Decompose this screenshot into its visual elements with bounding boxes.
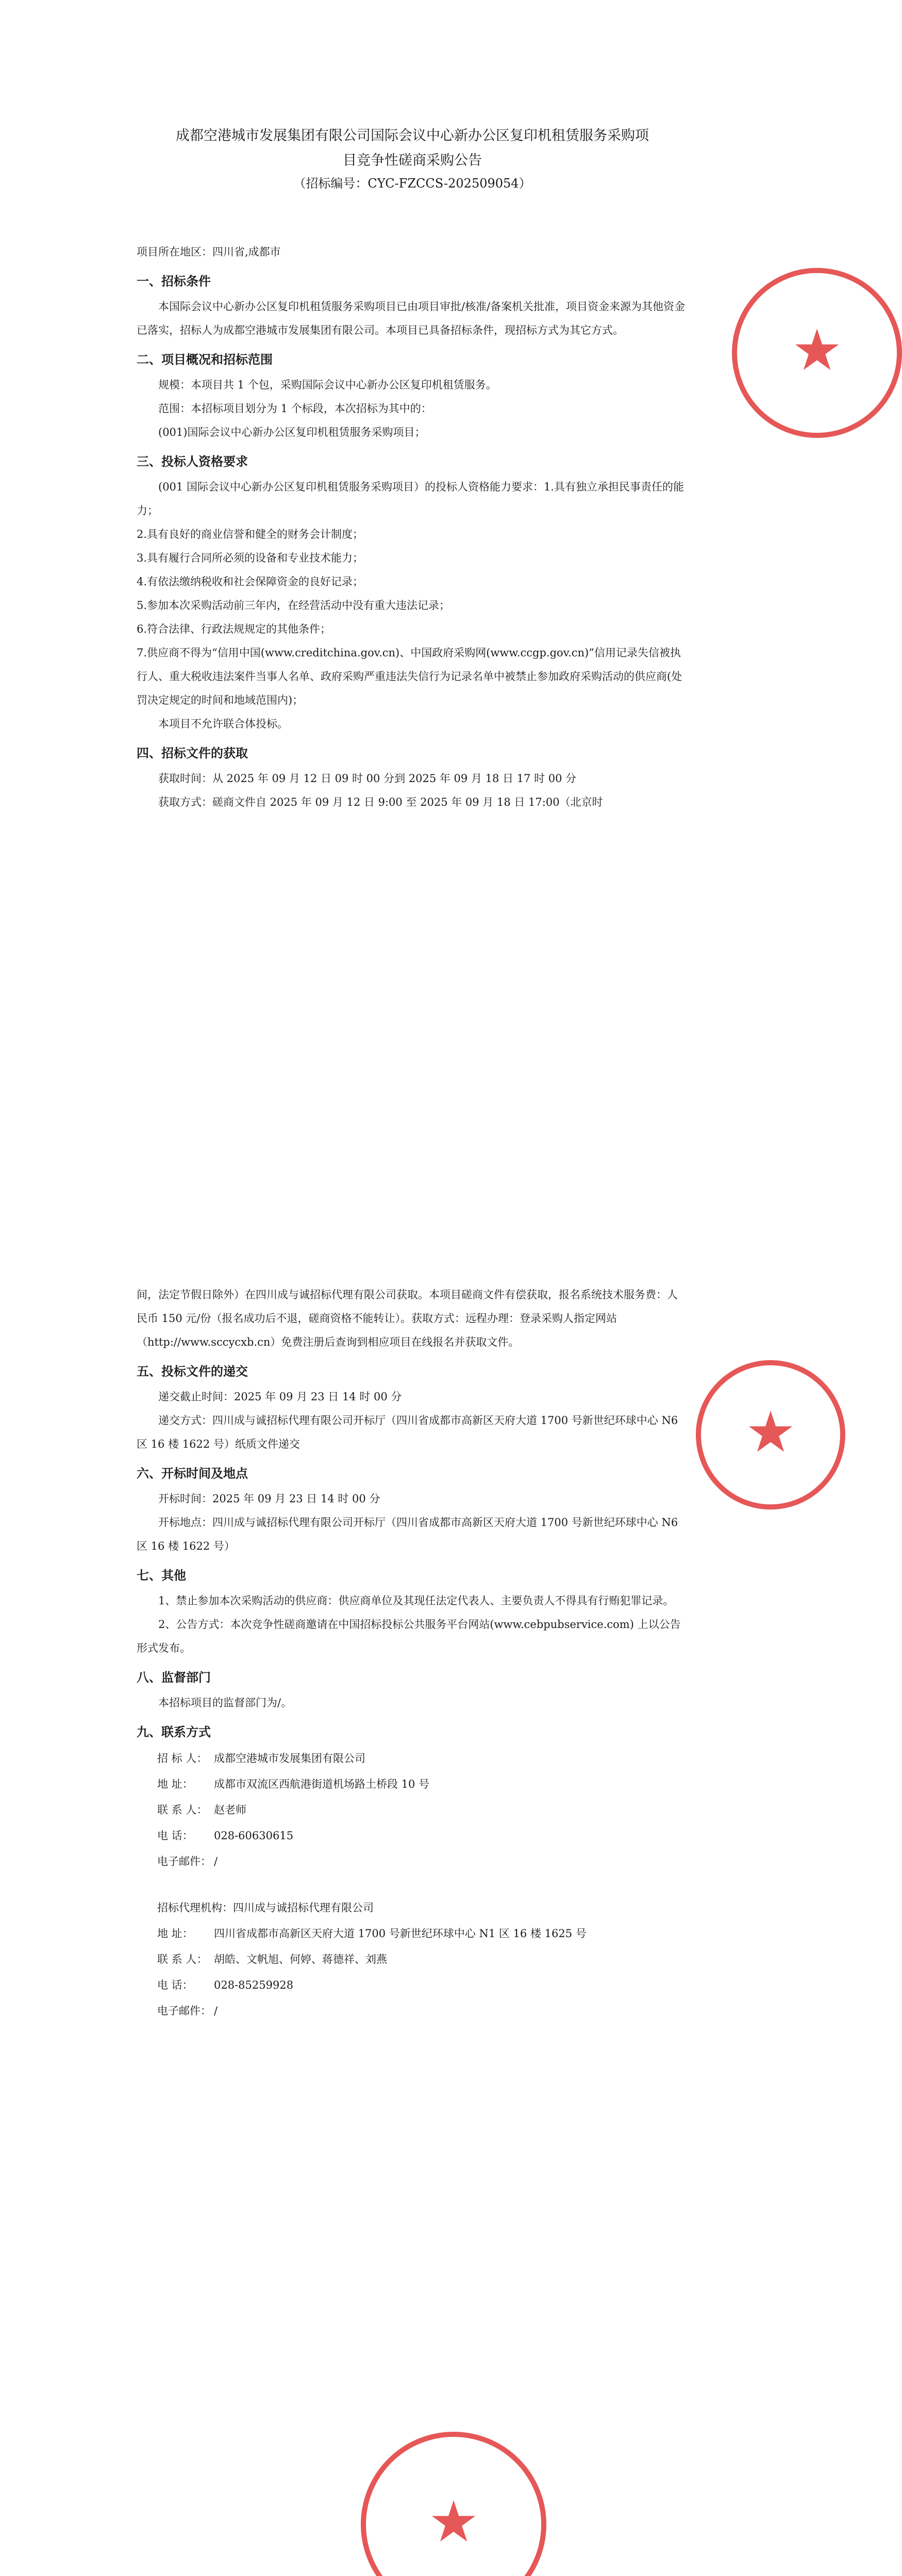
tenderer-name-row bbox=[157, 1745, 688, 1771]
agency-label: 招标代理机构： bbox=[157, 1902, 233, 1914]
tenderer-name: 成都空港城市发展集团有限公司 bbox=[214, 1752, 365, 1765]
section-heading-9: 九、联系方式 bbox=[137, 1724, 211, 1739]
section-heading-3: 三、投标人资格要求 bbox=[137, 454, 248, 469]
open-place: 开标地点：四川成与诚招标代理有限公司开标厅（四川省成都市高新区天府大道 1700 号新世纪环球中心 N6 区 16 楼 1622 号） bbox=[137, 1516, 678, 1552]
section-heading-5: 五、投标文件的递交 bbox=[137, 1364, 248, 1379]
agency-tel: 028-85259928 bbox=[214, 1979, 294, 1991]
tenderer-email-label: 电子邮件： bbox=[157, 1855, 211, 1868]
section-heading-7: 七、其他 bbox=[137, 1568, 186, 1583]
agency-email-label: 电子邮件： bbox=[157, 2005, 211, 2017]
consortium-note: 本项目不允许联合体投标。 bbox=[158, 718, 288, 730]
tenderer-tel-label: 电 话： bbox=[157, 1829, 193, 1842]
open-time: 开标时间：2025 年 09 月 23 日 14 时 00 分 bbox=[158, 1493, 380, 1505]
project-scope: 范围：本招标项目划分为 1 个标段，本次招标为其中的： bbox=[158, 402, 432, 415]
section-heading-4: 四、招标文件的获取 bbox=[137, 745, 248, 760]
section-heading-2: 二、项目概况和招标范围 bbox=[137, 352, 273, 367]
agency-address-row bbox=[157, 1921, 688, 1946]
project-location: 项目所在地区：四川省,成都市 bbox=[137, 246, 281, 258]
tenderer-contact bbox=[137, 1745, 688, 1874]
red-seal-stamp-edge bbox=[732, 268, 902, 438]
section-1-text: 本国际会议中心新办公区复印机租赁服务采购项目已由项目审批/核准/备案机关批准，项目资金来源为其他资金已落实，招标人为成都空港城市发展集团有限公司。本项目已具备招标条件，现招标方式为其它方式。 bbox=[137, 300, 686, 336]
qualification-3: 3.具有履行合同所必须的设备和专业技术能力； bbox=[137, 552, 364, 564]
submit-place: 递交方式：四川成与诚招标代理有限公司开标厅（四川省成都市高新区天府大道 1700 号新世纪环球中心 N6 区 16 楼 1622 号）纸质文件递交 bbox=[137, 1414, 678, 1450]
submit-deadline: 递交截止时间：2025 年 09 月 23 日 14 时 00 分 bbox=[158, 1391, 402, 1403]
project-scale: 规模：本项目共 1 个包，采购国际会议中心新办公区复印机租赁服务。 bbox=[158, 379, 497, 391]
agency-tel-row bbox=[157, 1972, 688, 1998]
seal-star-icon: ★ bbox=[428, 2488, 479, 2555]
tenderer-tel-row bbox=[157, 1823, 688, 1849]
document-title-line1: 成都空港城市发展集团有限公司国际会议中心新办公区复印机租赁服务采购项 bbox=[176, 128, 649, 144]
document-title-line2: 目竞争性磋商采购公告 bbox=[343, 152, 482, 168]
qualification-6: 6.符合法律、行政法规规定的其他条件； bbox=[137, 623, 331, 635]
tenderer-email: / bbox=[214, 1855, 218, 1868]
tenderer-contact-person: 赵老师 bbox=[214, 1804, 246, 1816]
agency-contact-row bbox=[157, 1946, 688, 1972]
tenderer-email-row bbox=[157, 1849, 688, 1874]
tenderer-label: 招 标 人： bbox=[157, 1752, 208, 1765]
agency-tel-label: 电 话： bbox=[157, 1979, 193, 1991]
qualification-4: 4.有依法缴纳税收和社会保障资金的良好记录； bbox=[137, 575, 364, 588]
page-1-content bbox=[137, 124, 688, 814]
other-item-2: 2、公告方式：本次竞争性磋商邀请在中国招标投标公共服务平台网站(www.cebpubservice.com) 上以公告形式发布。 bbox=[137, 1618, 681, 1654]
qualification-2: 2.具有良好的商业信誉和健全的财务会计制度； bbox=[137, 528, 364, 540]
section-heading-8: 八、监督部门 bbox=[137, 1670, 211, 1685]
agency-name: 四川成与诚招标代理有限公司 bbox=[233, 1902, 374, 1914]
tenderer-address-label: 地 址： bbox=[157, 1778, 193, 1790]
qualification-5: 5.参加本次采购活动前三年内，在经营活动中没有重大违法记录； bbox=[137, 599, 450, 612]
qualification-intro: (001 国际会议中心新办公区复印机租赁服务采购项目）的投标人资格能力要求：1.具有独立承担民事责任的能力； bbox=[137, 481, 684, 517]
tenderer-contact-label: 联 系 人： bbox=[157, 1804, 208, 1816]
agency-email: / bbox=[214, 2005, 218, 2017]
agency-address-label: 地 址： bbox=[157, 1927, 193, 1940]
doc-get-method-continued: 间，法定节假日除外）在四川成与诚招标代理有限公司获取。本项目磋商文件有偿获取，报名系统技术服务费：人民币 150 元/份（报名成功后不退，磋商资格不能转让）。获取方式：远程办理：登录采购人指定网站（http://www.sccycxb.cn）免费注册后查询到相应项目在线报名并获取文件。 bbox=[137, 1289, 678, 1348]
tenderer-contact-row bbox=[157, 1797, 688, 1823]
page-2-content bbox=[137, 1283, 688, 2024]
qualification-7: 7.供应商不得为“信用中国(www.creditchina.gov.cn)、中国政府采购网(www.ccgp.gov.cn)”信用记录失信被执行人、重大税收违法案件当事人名单、政府采购严重违法失信行为记录名单中被禁止参加政府采购活动的供应商(处罚决定规定的时间和地域范围内)； bbox=[137, 647, 682, 706]
tenderer-address: 成都市双流区西航港街道机场路土桥段 10 号 bbox=[214, 1778, 430, 1790]
tenderer-tel: 028-60630615 bbox=[214, 1829, 294, 1842]
section-heading-6: 六、开标时间及地点 bbox=[137, 1466, 248, 1481]
seal-star-icon: ★ bbox=[745, 1399, 796, 1465]
seal-star-icon: ★ bbox=[791, 317, 843, 383]
agency-address: 四川省成都市高新区天府大道 1700 号新世纪环球中心 N1 区 16 楼 1625 号 bbox=[214, 1927, 587, 1940]
agency-contact-person: 胡皓、文帆旭、何婷、蒋德祥、刘燕 bbox=[214, 1953, 387, 1965]
tenderer-address-row bbox=[157, 1771, 688, 1797]
project-lot: (001)国际会议中心新办公区复印机租赁服务采购项目； bbox=[158, 426, 426, 438]
agency-name-row bbox=[157, 1895, 688, 1921]
doc-get-time: 获取时间：从 2025 年 09 月 12 日 09 时 00 分到 2025 年 09 月 18 日 17 时 00 分 bbox=[158, 772, 577, 785]
doc-get-method: 获取方式：磋商文件自 2025 年 09 月 12 日 9:00 至 2025 年 09 月 18 日 17:00（北京时 bbox=[158, 796, 603, 808]
bid-number: （招标编号：CYC-FZCCS-202509054） bbox=[293, 176, 531, 191]
other-item-1: 1、禁止参加本次采购活动的供应商：供应商单位及其现任法定代表人、主要负责人不得具有行贿犯罪记录。 bbox=[158, 1595, 674, 1607]
agency-email-row bbox=[157, 1998, 688, 2024]
agency-contact-label: 联 系 人： bbox=[157, 1953, 208, 1965]
red-seal-stamp-edge-2 bbox=[696, 1360, 845, 1510]
section-heading-1: 一、招标条件 bbox=[137, 274, 211, 289]
agency-contact bbox=[137, 1895, 688, 2024]
supervision-dept: 本招标项目的监督部门为/。 bbox=[158, 1697, 292, 1709]
